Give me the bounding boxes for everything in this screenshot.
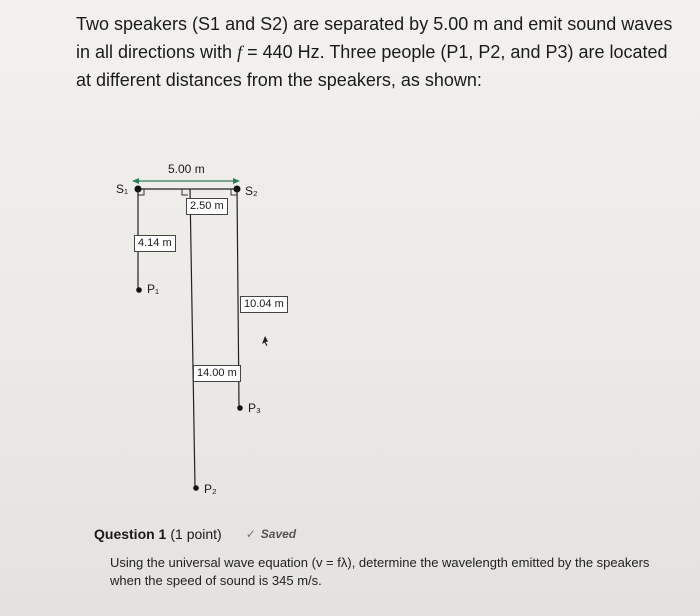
speaker-s1-label: S₁ xyxy=(116,182,129,196)
saved-status xyxy=(246,527,296,541)
saved-label: Saved xyxy=(260,527,297,541)
mid-distance-label: 2.50 m xyxy=(186,198,228,215)
arrow-head-left xyxy=(132,178,139,184)
mouse-cursor-icon xyxy=(262,336,268,346)
checkmark-icon: ✓ xyxy=(245,527,256,541)
question-points: (1 point) xyxy=(170,526,222,542)
question-title: Question 1 xyxy=(94,526,167,542)
person-p3-dot xyxy=(237,405,243,411)
person-p1-label: P₁ xyxy=(147,282,160,296)
person-p3-label: P₃ xyxy=(248,401,261,415)
frequency-variable: f xyxy=(237,42,243,62)
person-p2-dot xyxy=(193,485,199,491)
p2-distance-label: 14.00 m xyxy=(193,365,241,382)
person-p1-dot xyxy=(136,287,142,293)
p1-distance-label: 4.14 m xyxy=(134,235,176,252)
right-angle-mid xyxy=(182,189,188,195)
line-to-p2 xyxy=(190,189,195,487)
question-block xyxy=(94,526,684,590)
person-p2-label: P₂ xyxy=(204,482,217,496)
arrow-head-right xyxy=(233,178,240,184)
p3-distance-label: 10.04 m xyxy=(240,296,288,313)
speaker-s2-label: S₂ xyxy=(245,184,258,198)
separation-label: 5.00 m xyxy=(168,162,205,176)
question-text: Using the universal wave equation (v = fλ), determine the wavelength emitted by the speakers when the speed of sound is 345 m/s. xyxy=(110,555,650,588)
intro-text-1: Two speakers (S1 and S2) are separated by 5.00 m and emit sound waves in all directions with xyxy=(76,14,673,62)
intro-text-2: = 440 Hz. Three people (P1, P2, and P3) are located at different distances from the speakers, as shown: xyxy=(76,42,668,90)
question-header xyxy=(94,526,684,542)
